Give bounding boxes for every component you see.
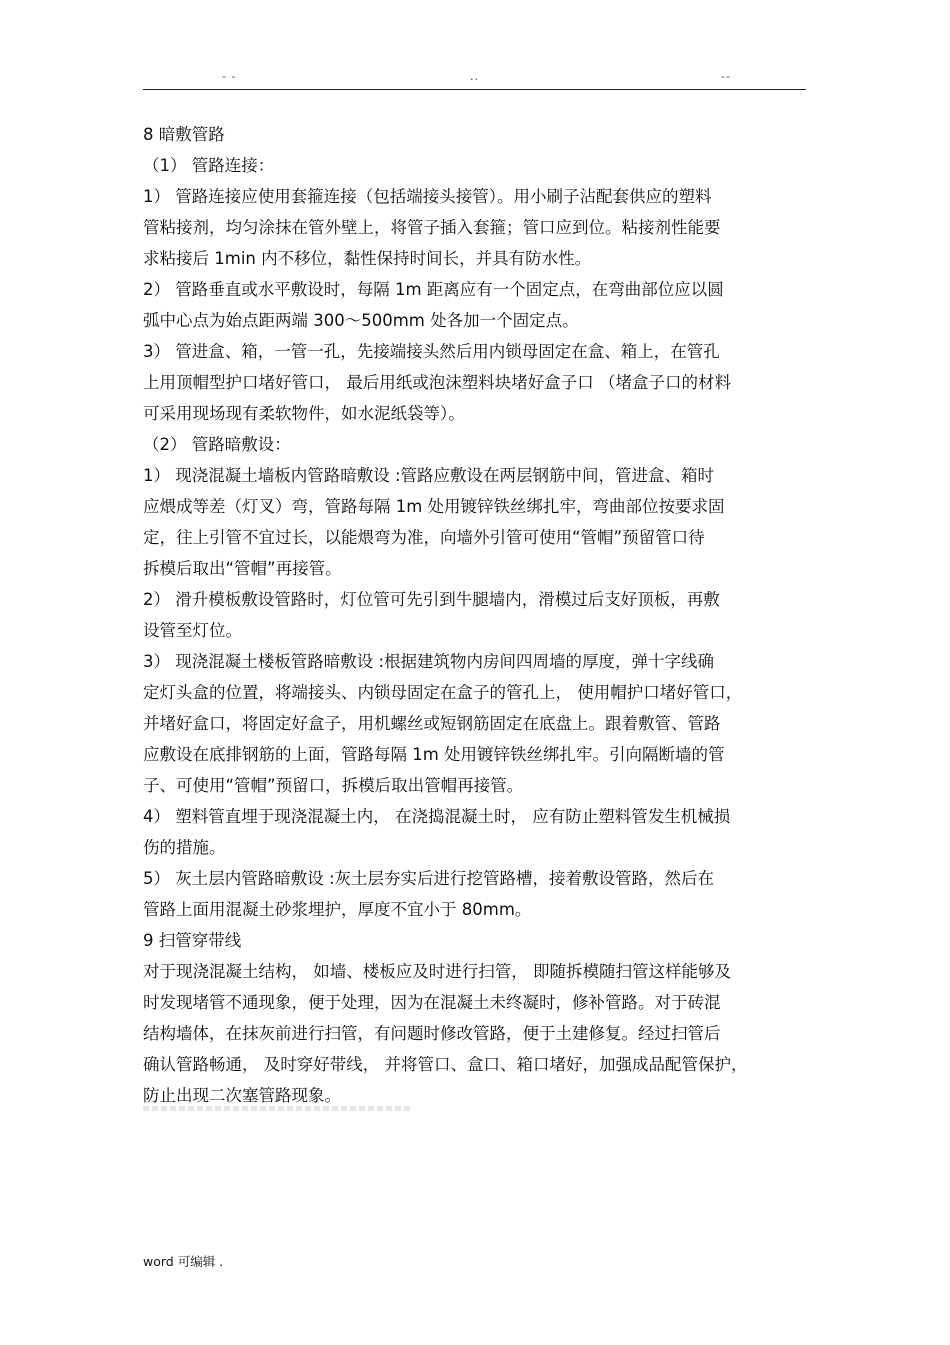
document-body: [143, 119, 808, 1111]
faint-artifact-line: [143, 1106, 413, 1111]
text-line: 时发现堵管不通现象，便于处理，因为在混凝土未终凝时，修补管路。对于砖混: [143, 993, 721, 1012]
header-rule: [143, 89, 806, 90]
text-line: 应敷设在底排钢筋的上面，管路每隔 1m 处用镀锌铁丝绑扎牢。引向隔断墙的管: [143, 745, 725, 764]
text-line: 弧中心点为始点距两端 300～500mm 处各加一个固定点。: [143, 311, 579, 330]
text-line: 求粘接后 1min 内不移位，黏性保持时间长，并具有防水性。: [143, 249, 592, 268]
text-line: 定，往上引管不宜过长，以能煨弯为准，向墙外引管可使用“管帽”预留管口待: [143, 528, 705, 547]
header-mid-mark: ..: [470, 70, 479, 83]
header-right-mark: --: [721, 70, 731, 83]
text-line: 2） 管路垂直或水平敷设时，每隔 1m 距离应有一个固定点，在弯曲部位应以圆: [143, 280, 724, 299]
page-header: [0, 0, 950, 92]
text-line: 1） 现浇混凝土墙板内管路暗敷设 :管路应敷设在两层钢筋中间，管进盒、箱时: [143, 466, 715, 485]
text-line: 防止出现二次塞管路现象。: [143, 1086, 341, 1105]
text-line: （1） 管路连接：: [143, 156, 275, 175]
page-footer: word 可编辑 .: [143, 1254, 224, 1269]
text-line: 可采用现场现有柔软物件，如水泥纸袋等）。: [143, 404, 465, 423]
text-line: 上用顶帽型护口堵好管口， 最后用纸或泡沫塑料块堵好盒子口 （堵盒子口的材料: [143, 373, 731, 392]
text-line: 子、可使用“管帽”预留口，拆模后取出管帽再接管。: [143, 776, 524, 795]
text-line: 并堵好盒口，将固定好盒子，用机螺丝或短钢筋固定在底盘上。跟着敷管、管路: [143, 714, 721, 733]
text-line: 定灯头盒的位置，将端接头、内锁母固定在盒子的管孔上， 使用帽护口堵好管口，: [143, 683, 743, 702]
text-line: 伤的措施。: [143, 838, 226, 857]
text-line: （2） 管路暗敷设：: [143, 435, 291, 454]
text-line: 对于现浇混凝土结构， 如墙、楼板应及时进行扫管， 即随拆模随扫管这样能够及: [143, 962, 731, 981]
text-line: 3） 现浇混凝土楼板管路暗敷设 :根据建筑物内房间四周墙的厚度，弹十字线确: [143, 652, 715, 671]
text-line: 4） 塑料管直埋于现浇混凝土内， 在浇捣混凝土时， 应有防止塑料管发生机械损: [143, 807, 731, 826]
text-line: 确认管路畅通， 及时穿好带线， 并将管口、盒口、箱口堵好，加强成品配管保护，: [143, 1055, 748, 1074]
text-line: 管粘接剂，均匀涂抹在管外壁上，将管子插入套箍；管口应到位。粘接剂性能要: [143, 218, 721, 237]
header-left-mark: - -: [222, 70, 237, 83]
text-line: 8 暗敷管路: [143, 125, 225, 144]
text-line: 管路上面用混凝土砂浆埋护，厚度不宜小于 80mm。: [143, 900, 532, 919]
text-line: 1） 管路连接应使用套箍连接（包括端接头接管）。用小刷子沾配套供应的塑料: [143, 187, 712, 206]
text-line: 拆模后取出“管帽”再接管。: [143, 559, 342, 578]
text-line: 应煨成等差（灯叉）弯，管路每隔 1m 处用镀锌铁丝绑扎牢，弯曲部位按要求固: [143, 497, 725, 516]
text-line: 5） 灰土层内管路暗敷设 :灰土层夯实后进行挖管路槽，接着敷设管路，然后在: [143, 869, 715, 888]
text-line: 设管至灯位。: [143, 621, 242, 640]
text-line: 结构墙体，在抹灰前进行扫管，有问题时修改管路，便于土建修复。经过扫管后: [143, 1024, 721, 1043]
text-line: 9 扫管穿带线: [143, 931, 242, 950]
text-line: 3） 管进盒、箱，一管一孔，先接端接头然后用内锁母固定在盒、箱上，在管孔: [143, 342, 720, 361]
text-line: 2） 滑升模板敷设管路时，灯位管可先引到牛腿墙内，滑模过后支好顶板，再敷: [143, 590, 720, 609]
